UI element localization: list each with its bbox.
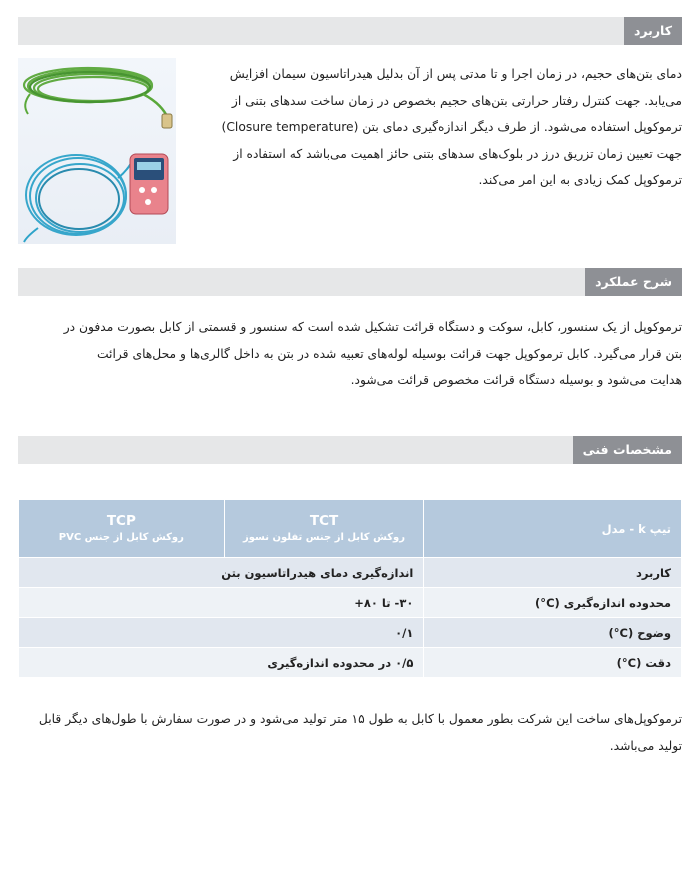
row-value: اندازه‌گیری دمای هیدراتاسیون بتن bbox=[19, 558, 424, 588]
operation-line: هدایت می‌شود و بوسیله دستگاه قرائت مخصوص قرائت می‌شود. bbox=[350, 373, 682, 387]
usage-line: ترموکوپل استفاده می‌شود. از طرف دیگر اندازه‌گیری دمای بتن (Closure temperature) bbox=[221, 120, 682, 134]
table-row bbox=[19, 648, 682, 678]
row-value: ۰/۵ در محدوده اندازه‌گیری bbox=[19, 648, 424, 678]
usage-paragraph bbox=[196, 61, 682, 194]
operation-section-title: شرح عملکرد bbox=[585, 268, 682, 296]
table-row bbox=[19, 588, 682, 618]
usage-line: می‌یابد. جهت کنترل رفتار حرارتی بتن‌های حجیم بخصوص در زمان ساخت سدهای بتنی از bbox=[231, 93, 682, 108]
model-sub: روکش کابل از جنس PVC bbox=[58, 531, 184, 543]
footer-line: ترموکوپل‌های ساخت این شرکت بطور معمول با کابل به طول ۱۵ متر تولید می‌شود و در صورت سفارش با طول‌های دیگر قابل bbox=[38, 712, 682, 726]
model-name: TCP bbox=[106, 512, 136, 529]
footer-line: تولید می‌باشد. bbox=[609, 738, 682, 753]
row-value: ۳۰- تا ۸۰+ bbox=[19, 588, 424, 618]
row-label: کاربرد bbox=[424, 558, 682, 588]
table-header-label bbox=[424, 500, 682, 558]
row-label: دقت (C°) bbox=[424, 648, 682, 678]
model-name: TCT bbox=[309, 512, 339, 529]
usage-line: جهت تعیین زمان تزریق درز در بلوک‌های سدهای بتنی حائز اهمیت می‌باشد که استفاده از bbox=[233, 146, 682, 161]
operation-paragraph bbox=[18, 314, 682, 394]
operation-line: ترموکوپل از یک سنسور، کابل، سوکت و دستگاه قرائت تشکیل شده است که سنسور و قسمتی از کابل بصورت مدفون در bbox=[63, 320, 682, 334]
table-header-model-tct bbox=[224, 500, 424, 558]
usage-line: دمای بتن‌های حجیم، در زمان اجرا و تا مدتی پس از آن بدلیل هیدراتاسیون سیمان افزایش bbox=[229, 67, 682, 81]
operation-section-bar bbox=[18, 268, 682, 296]
operation-line: بتن قرار می‌گیرد. کابل ترموکوپل جهت قرائت بوسیله لوله‌های تعبیه شده در بتن به داخل گالری‌ها و محل‌های قرائت bbox=[96, 346, 682, 361]
specs-section-bar bbox=[18, 436, 682, 464]
specs-table bbox=[18, 499, 682, 678]
table-row bbox=[19, 558, 682, 588]
table-header-row bbox=[19, 500, 682, 558]
table-header-model-tcp bbox=[19, 500, 225, 558]
row-label: محدوده اندازه‌گیری (C°) bbox=[424, 588, 682, 618]
specs-section-title: مشخصات فنی bbox=[573, 436, 682, 464]
footer-paragraph bbox=[18, 706, 682, 759]
usage-line: ترموکوپل کمک زیادی به این امر می‌کند. bbox=[478, 173, 682, 187]
thermocouple-product-image bbox=[18, 58, 176, 244]
usage-section-bar bbox=[18, 17, 682, 45]
table-header-label-text: تیپ k - مدل bbox=[601, 521, 671, 536]
row-label: وضوح (C°) bbox=[424, 618, 682, 648]
row-value: ۰/۱ bbox=[19, 618, 424, 648]
table-row bbox=[19, 618, 682, 648]
model-sub: روکش کابل از جنس تفلون نسوز bbox=[243, 531, 406, 543]
thermocouple-product-photo-icon bbox=[18, 58, 176, 244]
usage-section-title: کاربرد bbox=[624, 17, 682, 45]
